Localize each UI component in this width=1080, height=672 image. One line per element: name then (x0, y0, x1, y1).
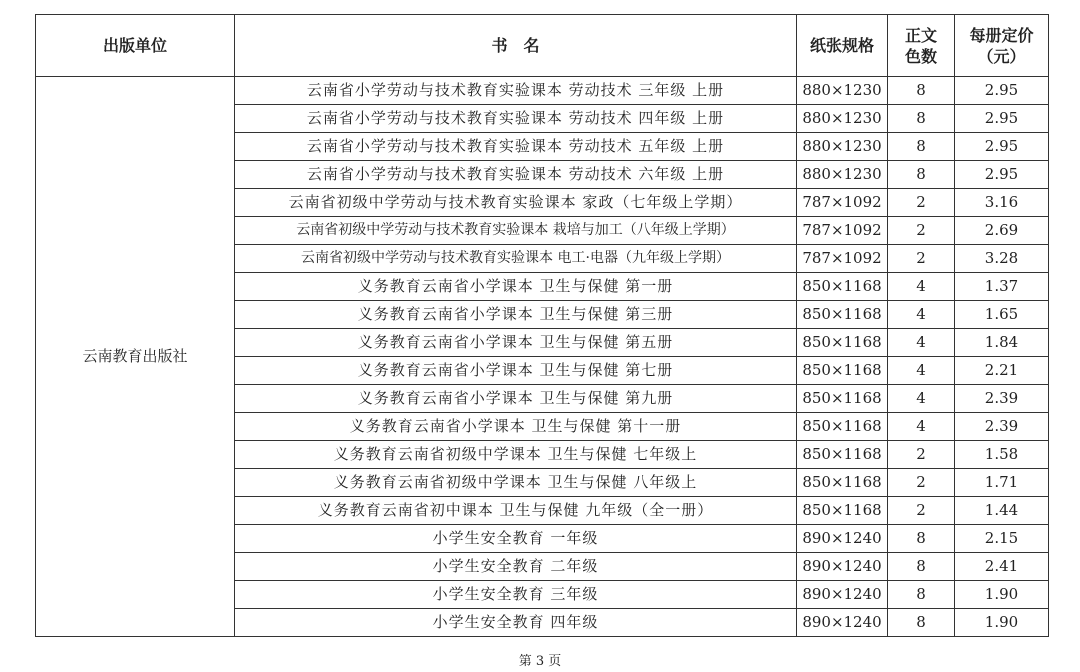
book-title-cell: 小学生安全教育 一年级 (235, 525, 797, 553)
paper-size-cell: 850×1168 (797, 385, 888, 413)
header-title: 书 名 (235, 15, 797, 77)
price-cell: 2.69 (955, 217, 1049, 245)
book-title-cell: 义务教育云南省小学课本 卫生与保健 第九册 (235, 385, 797, 413)
paper-size-cell: 787×1092 (797, 245, 888, 273)
color-count-cell: 4 (888, 301, 955, 329)
color-count-cell: 8 (888, 609, 955, 637)
paper-size-cell: 787×1092 (797, 217, 888, 245)
book-title-cell: 云南省小学劳动与技术教育实验课本 劳动技术 五年级 上册 (235, 133, 797, 161)
book-title-cell: 云南省初级中学劳动与技术教育实验课本 电工·电器（九年级上学期） (235, 245, 797, 273)
paper-size-cell: 890×1240 (797, 525, 888, 553)
price-cell: 1.90 (955, 581, 1049, 609)
color-count-cell: 2 (888, 245, 955, 273)
header-paper-size: 纸张规格 (797, 15, 888, 77)
color-count-cell: 8 (888, 161, 955, 189)
color-count-cell: 8 (888, 581, 955, 609)
book-title-cell: 义务教育云南省初级中学课本 卫生与保健 七年级上 (235, 441, 797, 469)
color-count-cell: 4 (888, 413, 955, 441)
color-count-cell: 8 (888, 77, 955, 105)
book-title-cell: 义务教育云南省小学课本 卫生与保健 第一册 (235, 273, 797, 301)
price-cell: 3.28 (955, 245, 1049, 273)
price-cell: 1.44 (955, 497, 1049, 525)
color-count-cell: 2 (888, 441, 955, 469)
price-cell: 2.39 (955, 413, 1049, 441)
paper-size-cell: 890×1240 (797, 553, 888, 581)
price-cell: 2.95 (955, 77, 1049, 105)
color-count-cell: 4 (888, 273, 955, 301)
paper-size-cell: 890×1240 (797, 609, 888, 637)
color-count-cell: 8 (888, 525, 955, 553)
paper-size-cell: 880×1230 (797, 77, 888, 105)
price-table (35, 14, 1049, 637)
price-cell: 1.90 (955, 609, 1049, 637)
color-count-cell: 2 (888, 469, 955, 497)
color-count-cell: 2 (888, 189, 955, 217)
paper-size-cell: 880×1230 (797, 105, 888, 133)
paper-size-cell: 850×1168 (797, 469, 888, 497)
book-title-cell: 义务教育云南省小学课本 卫生与保健 第十一册 (235, 413, 797, 441)
price-cell: 1.58 (955, 441, 1049, 469)
book-title-cell: 义务教育云南省初级中学课本 卫生与保健 八年级上 (235, 469, 797, 497)
price-cell: 1.65 (955, 301, 1049, 329)
paper-size-cell: 850×1168 (797, 329, 888, 357)
book-title-cell: 义务教育云南省小学课本 卫生与保健 第三册 (235, 301, 797, 329)
paper-size-cell: 880×1230 (797, 133, 888, 161)
header-color-count-line1: 正文 (904, 25, 937, 45)
header-row (36, 15, 1049, 77)
price-cell: 2.15 (955, 525, 1049, 553)
book-title-cell: 小学生安全教育 四年级 (235, 609, 797, 637)
paper-size-cell: 890×1240 (797, 581, 888, 609)
paper-size-cell: 850×1168 (797, 357, 888, 385)
price-cell: 1.84 (955, 329, 1049, 357)
price-cell: 2.95 (955, 105, 1049, 133)
price-cell: 1.37 (955, 273, 1049, 301)
price-cell: 2.95 (955, 133, 1049, 161)
paper-size-cell: 850×1168 (797, 273, 888, 301)
color-count-cell: 4 (888, 329, 955, 357)
table-body (36, 77, 1049, 637)
book-title-cell: 小学生安全教育 三年级 (235, 581, 797, 609)
book-title-cell: 小学生安全教育 二年级 (235, 553, 797, 581)
book-title-cell: 义务教育云南省初中课本 卫生与保健 九年级（全一册） (235, 497, 797, 525)
book-title-cell: 云南省小学劳动与技术教育实验课本 劳动技术 四年级 上册 (235, 105, 797, 133)
book-title-cell: 义务教育云南省小学课本 卫生与保健 第七册 (235, 357, 797, 385)
price-cell: 2.41 (955, 553, 1049, 581)
paper-size-cell: 850×1168 (797, 413, 888, 441)
header-color-count (888, 15, 955, 77)
color-count-cell: 2 (888, 497, 955, 525)
book-title-cell: 云南省初级中学劳动与技术教育实验课本 栽培与加工（八年级上学期） (235, 217, 797, 245)
book-title-cell: 云南省小学劳动与技术教育实验课本 劳动技术 六年级 上册 (235, 161, 797, 189)
paper-size-cell: 850×1168 (797, 497, 888, 525)
book-title-cell: 义务教育云南省小学课本 卫生与保健 第五册 (235, 329, 797, 357)
paper-size-cell: 880×1230 (797, 161, 888, 189)
paper-size-cell: 787×1092 (797, 189, 888, 217)
color-count-cell: 8 (888, 553, 955, 581)
table-row (36, 77, 1049, 105)
header-price-line2: （元） (977, 46, 1026, 66)
header-price (955, 15, 1049, 77)
price-cell: 3.16 (955, 189, 1049, 217)
price-cell: 2.95 (955, 161, 1049, 189)
paper-size-cell: 850×1168 (797, 441, 888, 469)
color-count-cell: 2 (888, 217, 955, 245)
header-publisher: 出版单位 (36, 15, 235, 77)
publisher-cell: 云南教育出版社 (36, 77, 235, 637)
page-number: 第 3 页 (518, 654, 562, 669)
price-cell: 2.39 (955, 385, 1049, 413)
color-count-cell: 8 (888, 133, 955, 161)
book-title-cell: 云南省小学劳动与技术教育实验课本 劳动技术 三年级 上册 (235, 77, 797, 105)
book-title-cell: 云南省初级中学劳动与技术教育实验课本 家政（七年级上学期） (235, 189, 797, 217)
color-count-cell: 8 (888, 105, 955, 133)
paper-size-cell: 850×1168 (797, 301, 888, 329)
header-price-line1: 每册定价 (969, 25, 1034, 45)
header-color-count-line2: 色数 (904, 46, 937, 66)
price-cell: 2.21 (955, 357, 1049, 385)
price-cell: 1.71 (955, 469, 1049, 497)
color-count-cell: 4 (888, 357, 955, 385)
color-count-cell: 4 (888, 385, 955, 413)
